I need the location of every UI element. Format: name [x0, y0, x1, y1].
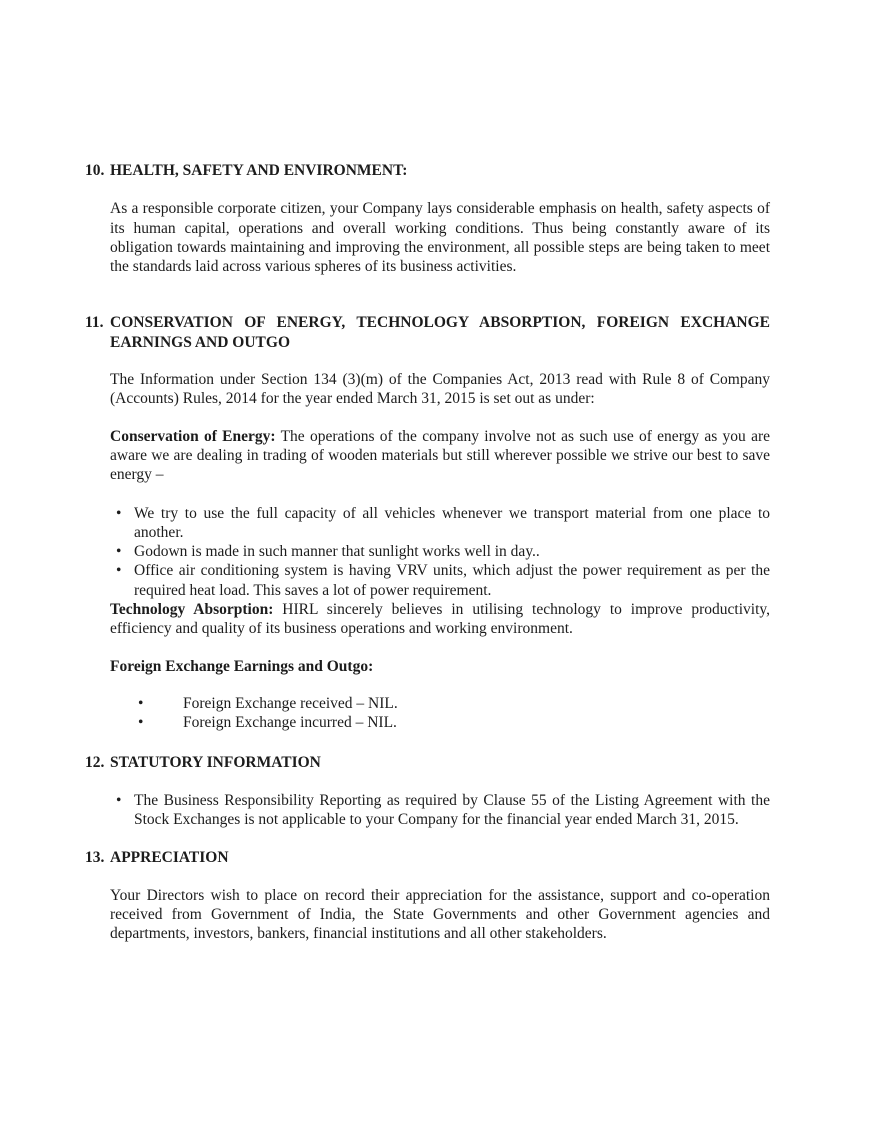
conservation-of-energy-text: The operations of the company involve not as such use of energy as you are aware we are dealing in trading of wooden materials but still wherever possible we strive our best to save energy –	[110, 427, 770, 484]
section-13-paragraph: Your Directors wish to place on record their appreciation for the assistance, support and co-operation received from Government of India, the State Governments and other Government agencies and departments, investors, bankers, financial institutions and all other stakeholders.	[110, 886, 770, 943]
list-item: • Godown is made in such manner that sunlight works well in day..	[110, 542, 770, 561]
section-12-number: 12.	[85, 753, 105, 771]
list-item: • We try to use the full capacity of all vehicles whenever we transport material from one place to another.	[110, 504, 770, 543]
statutory-bullet-list	[110, 791, 770, 830]
section-11-heading	[85, 313, 770, 352]
section-11-number: 11.	[85, 314, 104, 332]
section-13-title: APPRECIATION	[110, 849, 229, 867]
section-10-title: HEALTH, SAFETY AND ENVIRONMENT:	[110, 162, 408, 179]
section-13-number: 13.	[85, 849, 105, 867]
list-item: • Foreign Exchange received – NIL.	[110, 694, 770, 713]
section-10-number: 10.	[85, 162, 105, 179]
conservation-of-energy-paragraph	[110, 427, 770, 485]
list-item: • Office air conditioning system is having VRV units, which adjust the power requirement as per the required heat load. This saves a lot of power requirement.	[110, 561, 770, 600]
section-12-title: STATUTORY INFORMATION	[110, 753, 321, 771]
conservation-of-energy-label: Conservation of Energy:	[110, 427, 276, 445]
forex-bullet-list	[110, 694, 770, 733]
forex-subheading: Foreign Exchange Earnings and Outgo:	[110, 657, 374, 675]
list-item: • Foreign Exchange incurred – NIL.	[110, 713, 770, 732]
energy-bullet-list	[110, 504, 770, 600]
section-11-intro-paragraph: The Information under Section 134 (3)(m) of the Companies Act, 2013 read with Rule 8 of Company (Accounts) Rules, 2014 for the year ended March 31, 2015 is set out as under:	[110, 371, 770, 408]
list-item: • The Business Responsibility Reporting as required by Clause 55 of the Listing Agreement with the Stock Exchanges is not applicable to your Company for the financial year ended March 31, 2015.	[110, 791, 770, 830]
section-12-heading	[85, 753, 770, 772]
section-10-heading	[85, 161, 770, 180]
technology-absorption-text: HIRL sincerely believes in utilising technology to improve productivity, efficiency and quality of its business operations and working environment.	[110, 601, 771, 638]
section-10-paragraph: As a responsible corporate citizen, your Company lays considerable emphasis on health, safety aspects of its human capital, operations and overall working conditions. Thus being constantly aware of its obligation towards maintaining and improving the environment, all possible steps are being taken to meet the standards laid across various spheres of its business activities.	[110, 200, 770, 276]
technology-absorption-paragraph	[110, 600, 770, 639]
technology-absorption-label: Technology Absorption:	[110, 601, 274, 619]
section-11-title: CONSERVATION OF ENERGY, TECHNOLOGY ABSORPTION, FOREIGN EXCHANGE EARNINGS AND OUTGO	[110, 314, 770, 351]
section-13-heading	[85, 848, 770, 867]
